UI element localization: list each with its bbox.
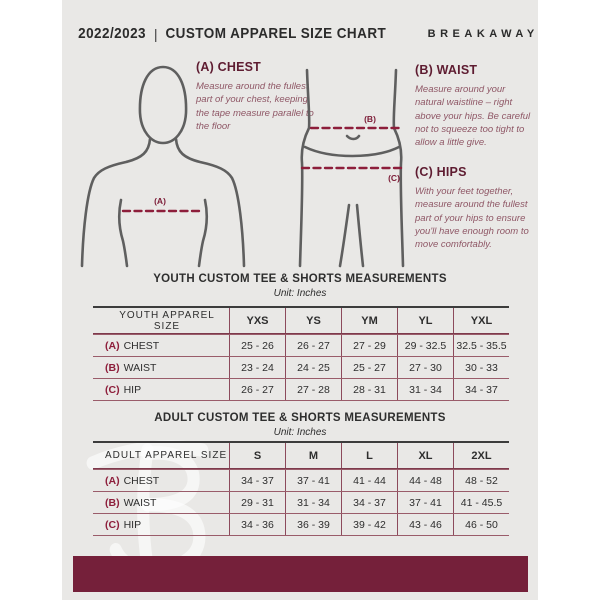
- size-column-header: L: [341, 443, 397, 468]
- measurement-value: 23 - 24: [229, 357, 285, 378]
- measurement-label: [93, 492, 229, 513]
- measurement-value: 37 - 41: [397, 492, 453, 513]
- measurement-value: 26 - 27: [285, 335, 341, 356]
- size-column-header: M: [285, 443, 341, 468]
- measurement-value: 44 - 48: [397, 470, 453, 491]
- size-table-row: [93, 356, 509, 378]
- adult-table-caption: [62, 412, 538, 438]
- measurement-prefix: (C): [105, 383, 120, 396]
- size-column-header: YL: [397, 308, 453, 333]
- measurement-value: 34 - 37: [453, 379, 509, 400]
- measurement-value: 25 - 27: [341, 357, 397, 378]
- hips-heading: (C) HIPS: [415, 165, 467, 179]
- hips-text: With your feet together, measure around the fullest part of your hips to ensure you'll have enough room to move comfortably.: [415, 186, 529, 251]
- hips-instruction: [415, 165, 531, 251]
- measurement-prefix: (A): [105, 474, 120, 487]
- measurement-value: 29 - 32.5: [397, 335, 453, 356]
- measurement-value: 43 - 46: [397, 514, 453, 535]
- size-table-row: [93, 469, 509, 491]
- waist-text: Measure around your natural waistline – right above your hips. Be careful not to squeeze too tight to allow a little give.: [415, 84, 531, 149]
- measurement-value: 36 - 39: [285, 514, 341, 535]
- waist-instruction: [415, 63, 531, 149]
- measurement-value: 34 - 37: [341, 492, 397, 513]
- size-column-header: 2XL: [453, 443, 509, 468]
- measurement-prefix: (B): [105, 361, 120, 374]
- measurement-value: 30 - 33: [453, 357, 509, 378]
- size-table-header-row: [93, 306, 509, 334]
- measurement-value: 41 - 45.5: [453, 492, 509, 513]
- measurement-prefix: (A): [105, 339, 120, 352]
- measurement-value: 29 - 31: [229, 492, 285, 513]
- measurement-name: WAIST: [123, 361, 157, 374]
- youth-table-caption: [62, 273, 538, 299]
- measurement-name: CHEST: [123, 474, 160, 487]
- header: [62, 20, 538, 47]
- measurement-name: HIP: [123, 518, 142, 531]
- measurement-value: 24 - 25: [285, 357, 341, 378]
- adult-table-title: ADULT CUSTOM TEE & SHORTS MEASUREMENTS: [154, 412, 446, 424]
- footer-bar: [73, 556, 528, 592]
- chest-marker-label: (A): [154, 196, 166, 206]
- measurement-name: CHEST: [123, 339, 160, 352]
- size-column-header: XL: [397, 443, 453, 468]
- measurement-value: 34 - 36: [229, 514, 285, 535]
- measurement-prefix: (B): [105, 496, 120, 509]
- measurement-name: WAIST: [123, 496, 157, 509]
- measurement-label: [93, 514, 229, 535]
- brand-name: BREAKAWAY: [427, 27, 539, 40]
- adult-table-unit: Unit: Inches: [273, 427, 327, 438]
- chest-heading: (A) CHEST: [196, 60, 261, 74]
- measurement-prefix: (C): [105, 518, 120, 531]
- youth-table-unit: Unit: Inches: [273, 288, 327, 299]
- measurement-value: 37 - 41: [285, 470, 341, 491]
- youth-table-title: YOUTH CUSTOM TEE & SHORTS MEASUREMENTS: [153, 273, 447, 285]
- adult-size-table: [93, 441, 509, 536]
- header-separator: |: [154, 25, 158, 42]
- measurement-value: 25 - 26: [229, 335, 285, 356]
- size-table-label-header: ADULT APPAREL SIZE: [105, 450, 228, 461]
- waist-marker-label: (B): [364, 114, 376, 124]
- measurement-value: 34 - 37: [229, 470, 285, 491]
- measurement-value: 27 - 30: [397, 357, 453, 378]
- measurement-label: [93, 379, 229, 400]
- size-table-row: [93, 334, 509, 356]
- measurement-name: HIP: [123, 383, 142, 396]
- size-table-header-row: [93, 441, 509, 469]
- measurement-value: 27 - 28: [285, 379, 341, 400]
- hips-marker-label: (C): [388, 173, 400, 183]
- chest-text: Measure around the fullest part of your chest, keeping the tape measure parallel to the floor: [196, 81, 314, 132]
- measurement-label: [93, 470, 229, 491]
- header-title: [78, 25, 386, 42]
- measurement-value: 32.5 - 35.5: [453, 335, 509, 356]
- measurement-value: 41 - 44: [341, 470, 397, 491]
- size-table-row: [93, 378, 509, 400]
- size-column-header: YXL: [453, 308, 509, 333]
- lower-body-diagram: [290, 60, 416, 270]
- header-year: 2022/2023: [78, 25, 147, 42]
- measurement-value: 26 - 27: [229, 379, 285, 400]
- measurement-value: 28 - 31: [341, 379, 397, 400]
- measurement-value: 27 - 29: [341, 335, 397, 356]
- measurement-value: 31 - 34: [397, 379, 453, 400]
- size-column-header: S: [229, 443, 285, 468]
- measurement-value: 31 - 34: [285, 492, 341, 513]
- measurement-label: [93, 335, 229, 356]
- measurement-value: 48 - 52: [453, 470, 509, 491]
- waist-heading: (B) WAIST: [415, 63, 478, 77]
- page-title: CUSTOM APPAREL SIZE CHART: [165, 25, 387, 42]
- size-column-header: YXS: [229, 308, 285, 333]
- size-table-label-header: YOUTH APPAREL SIZE: [119, 309, 215, 332]
- youth-size-table: [93, 306, 509, 401]
- measurement-label: [93, 357, 229, 378]
- size-column-header: YM: [341, 308, 397, 333]
- size-table-row: [93, 513, 509, 535]
- page: [62, 0, 538, 600]
- measurement-value: 46 - 50: [453, 514, 509, 535]
- size-table-row: [93, 491, 509, 513]
- measurement-value: 39 - 42: [341, 514, 397, 535]
- size-column-header: YS: [285, 308, 341, 333]
